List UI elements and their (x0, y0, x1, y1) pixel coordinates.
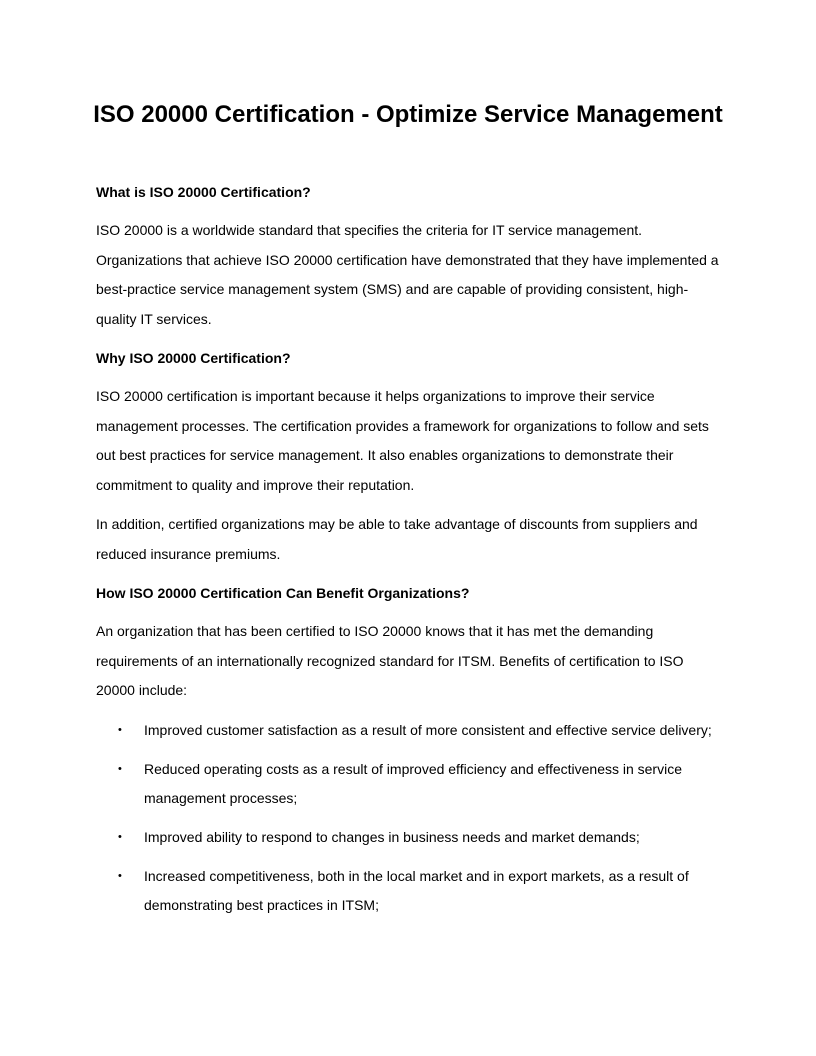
page-title: ISO 20000 Certification - Optimize Service Management (93, 101, 723, 128)
paragraph: ISO 20000 certification is important because it helps organizations to improve their service management processes. The certification provides a framework for organizations to follow and sets out best practices for service management. It also enables organizations to demonstrate their commitment to quality and improve their reputation. (96, 388, 709, 493)
bullet-icon: • (118, 762, 122, 775)
benefits-list (96, 716, 722, 920)
section-heading: What is ISO 20000 Certification? (96, 184, 311, 200)
list-item-text: Reduced operating costs as a result of improved efficiency and effectiveness in service management processes; (144, 760, 682, 806)
list-item-text: Improved ability to respond to changes in business needs and market demands; (144, 828, 640, 845)
list-item (96, 823, 722, 852)
document-body (96, 178, 722, 930)
section-heading: Why ISO 20000 Certification? (96, 350, 291, 366)
section-why (96, 344, 722, 569)
list-item (96, 755, 722, 813)
bullet-icon: • (118, 869, 122, 882)
paragraph: An organization that has been certified to ISO 20000 knows that it has met the demanding requirements of an internationally recognized standard for ITSM. Benefits of certification to ISO 20000 include: (96, 623, 684, 698)
section-what-is (96, 178, 722, 334)
paragraph: In addition, certified organizations may be able to take advantage of discounts from suppliers and reduced insurance premiums. (96, 516, 698, 562)
list-item (96, 716, 722, 745)
paragraph: ISO 20000 is a worldwide standard that specifies the criteria for IT service management. Organizations that achieve ISO 20000 certification have demonstrated that they have implemented a best-practice service management system (SMS) and are capable of providing consistent, high-quality IT services. (96, 222, 719, 327)
section-benefits (96, 579, 722, 920)
list-item-text: Increased competitiveness, both in the local market and in export markets, as a result of demonstrating best practices in ITSM; (144, 867, 689, 913)
bullet-icon: • (118, 723, 122, 736)
list-item (96, 862, 722, 920)
bullet-icon: • (118, 830, 122, 843)
section-heading: How ISO 20000 Certification Can Benefit Organizations? (96, 585, 470, 601)
list-item-text: Improved customer satisfaction as a result of more consistent and effective service delivery; (144, 721, 712, 738)
